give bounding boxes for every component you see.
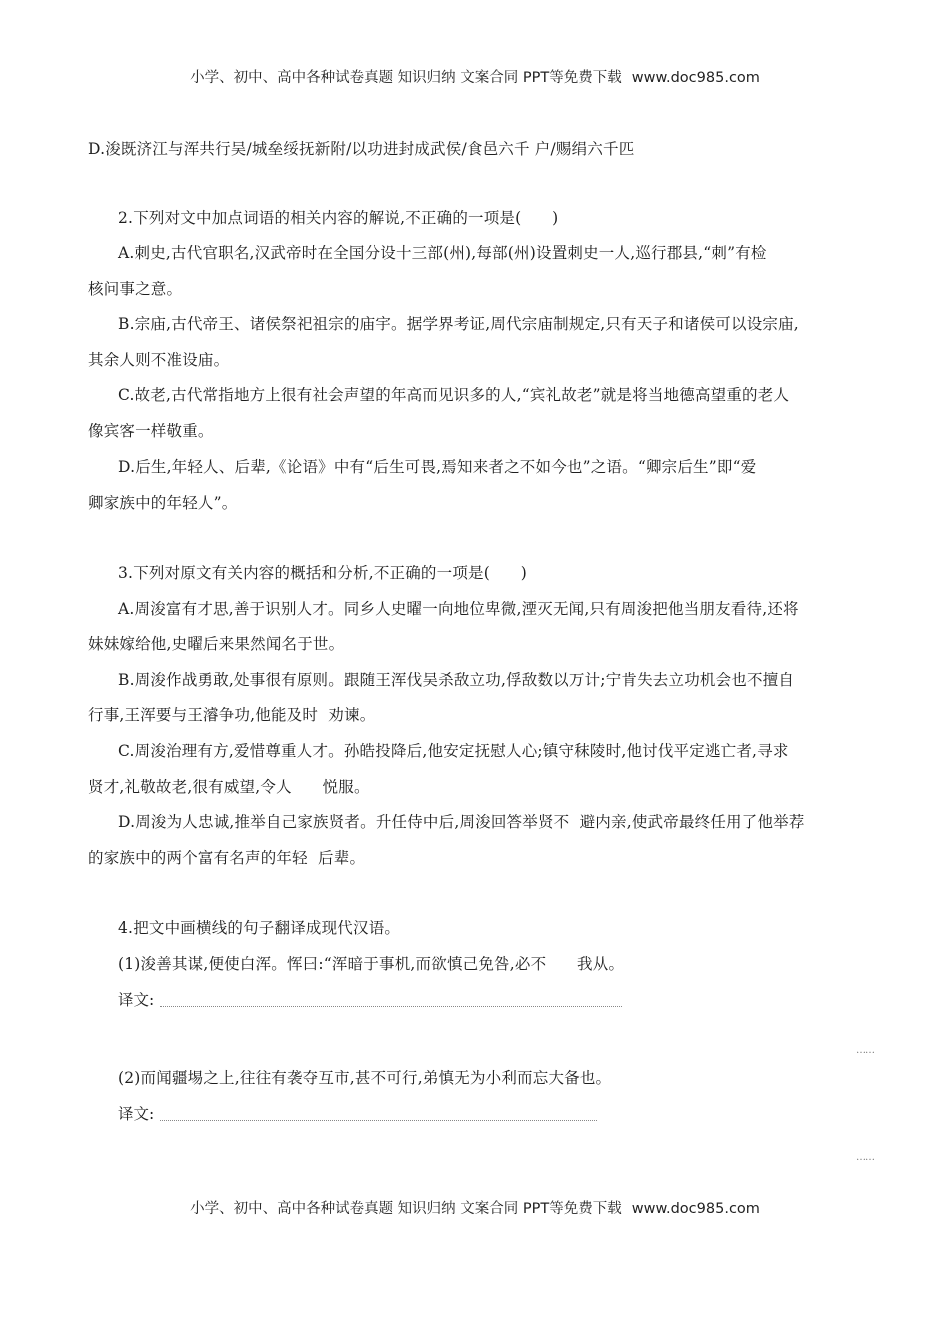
q4-stem: 4.把文中画横线的句子翻译成现代汉语。 bbox=[118, 919, 401, 937]
translation-label-1: 译文: bbox=[118, 991, 155, 1009]
q3-option-a-cont: 妹妹嫁给他,史曜后来果然闻名于世。 bbox=[88, 635, 345, 653]
q1-option-d: D.浚既济江与浑共行吴/城垒绥抚新附/以功进封成武侯/食邑六千 户/赐绢六千匹 bbox=[88, 140, 635, 158]
continuation-dots-2: …… bbox=[856, 1152, 874, 1163]
footer-banner-url[interactable]: www.doc985.com bbox=[631, 1201, 760, 1217]
q3-option-a: A.周浚富有才思,善于识别人才。同乡人史曜一向地位卑微,湮灭无闻,只有周浚把他当朋友看待,还将 bbox=[118, 600, 799, 618]
q4-sentence-2: (2)而闻疆埸之上,往往有袭夺互市,甚不可行,弟慎无为小利而忘大备也。 bbox=[118, 1069, 612, 1087]
translation-answer-line-2[interactable] bbox=[160, 1120, 597, 1121]
q3-option-d: D.周浚为人忠诚,推举自己家族贤者。升任侍中后,周浚回答举贤不 避内亲,使武帝最终任用了他举荐 bbox=[118, 813, 805, 831]
translation-label-2: 译文: bbox=[118, 1105, 155, 1123]
q2-option-a: A.刺史,古代官职名,汉武帝时在全国分设十三部(州),每部(州)设置刺史一人,巡行郡县,“刺”有检 bbox=[118, 244, 767, 262]
q3-stem: 3.下列对原文有关内容的概括和分析,不正确的一项是( ) bbox=[118, 564, 527, 582]
q3-option-c: C.周浚治理有方,爱惜尊重人才。孙皓投降后,他安定抚慰人心;镇守秣陵时,他讨伐平定逃亡者,寻求 bbox=[118, 742, 789, 760]
continuation-dots-1: …… bbox=[856, 1045, 874, 1056]
banner-text: 小学、初中、高中各种试卷真题 知识归纳 文案合同 PPT等免费下载 bbox=[190, 70, 622, 86]
q2-option-b: B.宗庙,古代帝王、诸侯祭祀祖宗的庙宇。据学界考证,周代宗庙制规定,只有天子和诸侯可以设宗庙, bbox=[118, 315, 799, 333]
q4-sentence-1: (1)浚善其谋,便使白浑。恽曰:“浑暗于事机,而欲慎己免咎,必不 我从。 bbox=[118, 955, 625, 973]
q2-stem: 2.下列对文中加点词语的相关内容的解说,不正确的一项是( ) bbox=[118, 209, 559, 227]
header-banner bbox=[0, 66, 950, 87]
banner-url[interactable]: www.doc985.com bbox=[631, 70, 760, 86]
q2-option-c-cont: 像宾客一样敬重。 bbox=[88, 422, 214, 440]
q2-option-b-cont: 其余人则不准设庙。 bbox=[88, 351, 230, 369]
q2-option-c: C.故老,古代常指地方上很有社会声望的年高而见识多的人,“宾礼故老”就是将当地德高望重的老人 bbox=[118, 386, 790, 404]
q3-option-b: B.周浚作战勇敢,处事很有原则。跟随王浑伐吴杀敌立功,俘敌数以万计;宁肯失去立功机会也不擅自 bbox=[118, 671, 795, 689]
q3-option-d-cont: 的家族中的两个富有名声的年轻 后辈。 bbox=[88, 849, 366, 867]
q3-option-b-cont: 行事,王浑要与王濬争功,他能及时 劝谏。 bbox=[88, 706, 376, 724]
q3-option-c-cont: 贤才,礼敬故老,很有威望,令人 悦服。 bbox=[88, 778, 370, 796]
q2-option-a-cont: 核问事之意。 bbox=[88, 280, 183, 298]
q2-option-d: D.后生,年轻人、后辈,《论语》中有“后生可畏,焉知来者之不如今也”之语。“卿宗后生”即“爱 bbox=[118, 458, 757, 476]
footer-banner bbox=[0, 1197, 950, 1218]
q2-option-d-cont: 卿家族中的年轻人”。 bbox=[88, 494, 238, 512]
translation-answer-line-1[interactable] bbox=[160, 1006, 622, 1007]
footer-banner-text: 小学、初中、高中各种试卷真题 知识归纳 文案合同 PPT等免费下载 bbox=[190, 1201, 622, 1217]
